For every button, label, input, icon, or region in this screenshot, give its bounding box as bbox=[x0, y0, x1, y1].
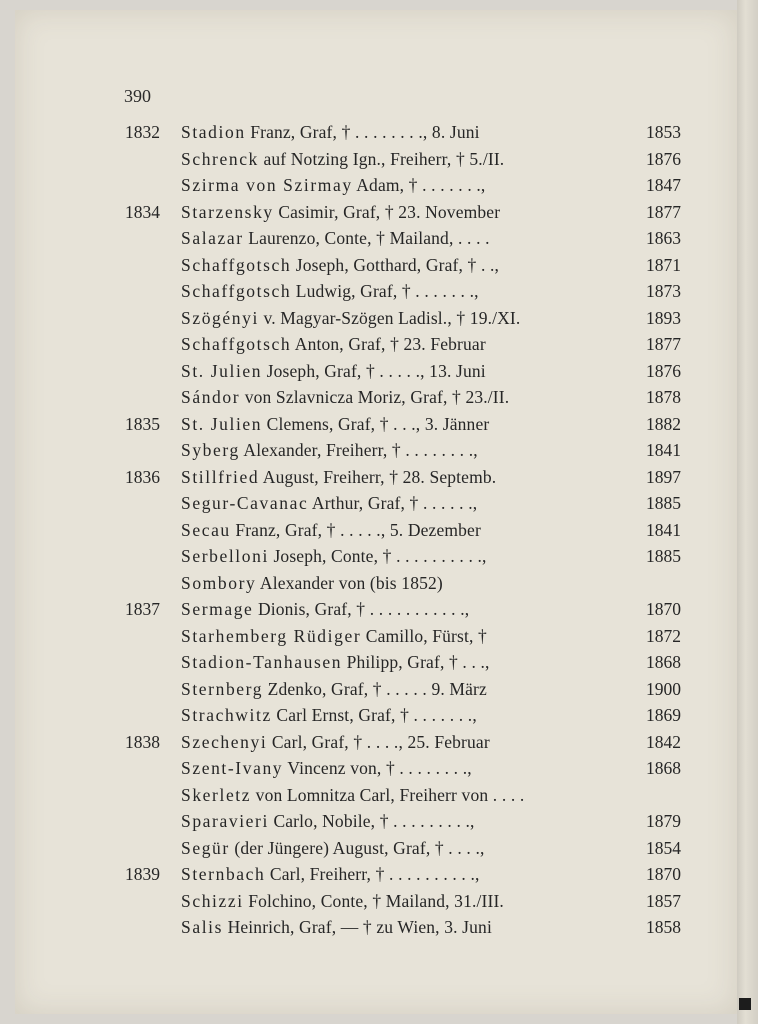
entry-row bbox=[0, 440, 758, 466]
entry-end-year: 1879 bbox=[646, 811, 681, 831]
entry-row bbox=[0, 758, 758, 784]
entry-name: Szögényi bbox=[181, 307, 259, 328]
entry-details: Philipp, Graf, † . . ., bbox=[342, 652, 490, 672]
entry-details: auf Notzing Ign., Freiherr, † 5./II. bbox=[258, 148, 505, 169]
entry-details: Joseph, Graf, † . . . . ., 13. Juni bbox=[262, 360, 486, 381]
entry-row bbox=[0, 679, 758, 705]
entry-name: St. Julien bbox=[181, 360, 263, 381]
entry-name: Sternbach bbox=[181, 864, 266, 884]
entry-details: Carl Ernst, Graf, † . . . . . . ., bbox=[271, 705, 477, 725]
entry-details: Joseph, Gotthard, Graf, † . ., bbox=[291, 254, 500, 275]
entry-row bbox=[0, 838, 758, 864]
entry-end-year: 1876 bbox=[646, 360, 681, 381]
entry-row bbox=[0, 467, 758, 493]
entry-details: Clemens, Graf, † . . ., 3. Jänner bbox=[262, 413, 490, 434]
entry-details: Laurenzo, Conte, † Mailand, . . . . bbox=[243, 228, 490, 248]
entry-text bbox=[181, 387, 680, 408]
entry-name: Salazar bbox=[181, 228, 244, 248]
entry-text bbox=[181, 838, 680, 859]
entry-text bbox=[181, 891, 680, 912]
entry-name: Serbelloni bbox=[181, 546, 269, 566]
entry-text bbox=[181, 361, 680, 382]
entry-details: Adam, † . . . . . . ., bbox=[352, 175, 486, 195]
entry-row bbox=[0, 493, 758, 519]
entry-text bbox=[181, 281, 680, 302]
entry-name: Starhemberg Rüdiger bbox=[181, 625, 362, 646]
entry-text bbox=[181, 308, 680, 329]
entry-row bbox=[0, 202, 758, 228]
entry-text bbox=[181, 493, 680, 514]
entry-row bbox=[0, 308, 758, 334]
entry-text bbox=[181, 652, 680, 673]
entry-row bbox=[0, 705, 758, 731]
entry-name: St. Julien bbox=[181, 413, 263, 434]
entry-row bbox=[0, 891, 758, 917]
entry-end-year: 1877 bbox=[646, 201, 681, 222]
entry-row bbox=[0, 387, 758, 413]
entry-details: Zdenko, Graf, † . . . . . 9. März bbox=[263, 678, 487, 699]
entry-year: 1835 bbox=[125, 413, 160, 434]
entry-row bbox=[0, 864, 758, 890]
entry-end-year: 1882 bbox=[646, 413, 681, 434]
entry-name: Sternberg bbox=[181, 678, 264, 699]
entry-details: Dionis, Graf, † . . . . . . . . . . ., bbox=[253, 599, 470, 619]
entry-name: Sombory bbox=[181, 572, 257, 593]
entry-name: Stadion-Tanhausen bbox=[181, 652, 343, 672]
entry-text bbox=[181, 599, 680, 620]
entry-details: Carlo, Nobile, † . . . . . . . . ., bbox=[268, 811, 475, 831]
entry-end-year: 1858 bbox=[646, 917, 681, 937]
entry-text bbox=[181, 414, 680, 435]
entry-details: August, Freiherr, † 28. Septemb. bbox=[259, 466, 497, 487]
entry-year: 1839 bbox=[125, 864, 160, 884]
entry-details: Carl, Freiherr, † . . . . . . . . . ., bbox=[265, 864, 480, 884]
entry-name: Strachwitz bbox=[181, 705, 272, 725]
entry-end-year: 1841 bbox=[646, 440, 681, 460]
entry-row bbox=[0, 652, 758, 678]
entry-details: v. Magyar-Szögen Ladisl., † 19./XI. bbox=[258, 307, 521, 328]
entry-name: Skerletz bbox=[181, 784, 252, 805]
entry-year: 1838 bbox=[125, 731, 160, 752]
entry-end-year: 1885 bbox=[646, 546, 681, 566]
entry-text bbox=[181, 732, 680, 753]
page-number: 390 bbox=[124, 86, 151, 106]
entry-text bbox=[181, 520, 680, 541]
entry-details: Folchino, Conte, † Mailand, 31./III. bbox=[243, 890, 504, 911]
entry-end-year: 1870 bbox=[646, 864, 681, 884]
entry-year: 1834 bbox=[125, 201, 160, 222]
entry-end-year: 1893 bbox=[646, 307, 681, 328]
entry-row bbox=[0, 122, 758, 148]
entry-year: 1836 bbox=[125, 466, 160, 487]
entry-details: Alexander von (bis 1852) bbox=[256, 572, 443, 593]
entry-end-year: 1868 bbox=[646, 758, 681, 778]
entry-name: Segur-Cavanac bbox=[181, 493, 309, 513]
entry-row bbox=[0, 917, 758, 943]
entry-name: Segür bbox=[181, 837, 230, 858]
entry-text bbox=[181, 228, 680, 249]
entry-end-year: 1870 bbox=[646, 599, 681, 619]
entry-row bbox=[0, 626, 758, 652]
entry-details: Alexander, Freiherr, † . . . . . . . ., bbox=[239, 440, 478, 460]
entry-details: Camillo, Fürst, † bbox=[361, 625, 487, 646]
entry-end-year: 1871 bbox=[646, 254, 681, 275]
entry-name: Szechenyi bbox=[181, 731, 268, 752]
entry-row bbox=[0, 573, 758, 599]
entry-end-year: 1878 bbox=[646, 387, 681, 407]
entry-text bbox=[181, 705, 680, 726]
entry-end-year: 1900 bbox=[646, 678, 681, 699]
entry-text bbox=[181, 202, 680, 223]
entry-name: Stadion bbox=[181, 122, 246, 142]
entry-name: Secau bbox=[181, 519, 231, 540]
entry-text bbox=[181, 785, 680, 806]
entry-details: Ludwig, Graf, † . . . . . . ., bbox=[291, 281, 479, 301]
entry-row bbox=[0, 414, 758, 440]
entry-end-year: 1847 bbox=[646, 175, 681, 195]
entry-text bbox=[181, 122, 680, 143]
entry-details: Casimir, Graf, † 23. November bbox=[273, 201, 501, 222]
entry-row bbox=[0, 334, 758, 360]
entry-name: Szirma von Szirmay bbox=[181, 175, 353, 195]
entry-details: (der Jüngere) August, Graf, † . . . ., bbox=[229, 837, 485, 858]
entry-end-year: 1885 bbox=[646, 493, 681, 513]
entry-details: Joseph, Conte, † . . . . . . . . . ., bbox=[268, 546, 487, 566]
entry-name: Sándor bbox=[181, 387, 241, 407]
entry-details: von Szlavnicza Moriz, Graf, † 23./II. bbox=[240, 387, 510, 407]
entry-text bbox=[181, 546, 680, 567]
entry-details: Anton, Graf, † 23. Februar bbox=[291, 334, 486, 354]
entry-text bbox=[181, 440, 680, 461]
entry-details: Heinrich, Graf, — † zu Wien, 3. Juni bbox=[223, 917, 492, 937]
entry-details: Franz, Graf, † . . . . ., 5. Dezember bbox=[230, 519, 481, 540]
entry-name: Schrenck bbox=[181, 148, 259, 169]
entry-end-year: 1854 bbox=[646, 837, 681, 858]
entry-details: Franz, Graf, † . . . . . . . ., 8. Juni bbox=[245, 122, 480, 142]
entry-row bbox=[0, 811, 758, 837]
entry-text bbox=[181, 679, 680, 700]
entry-details: Vincenz von, † . . . . . . . ., bbox=[283, 758, 472, 778]
entry-row bbox=[0, 361, 758, 387]
entry-year: 1832 bbox=[125, 122, 160, 142]
entry-row bbox=[0, 175, 758, 201]
entry-text bbox=[181, 149, 680, 170]
entry-row bbox=[0, 281, 758, 307]
entry-name: Sermage bbox=[181, 599, 254, 619]
entry-name: Schaffgotsch bbox=[181, 254, 292, 275]
entry-name: Schaffgotsch bbox=[181, 281, 292, 301]
entry-text bbox=[181, 573, 680, 594]
entry-end-year: 1876 bbox=[646, 148, 681, 169]
entry-name: Szent-Ivany bbox=[181, 758, 284, 778]
entry-text bbox=[181, 811, 680, 832]
entry-text bbox=[181, 255, 680, 276]
entry-text bbox=[181, 334, 680, 355]
entry-row bbox=[0, 599, 758, 625]
entry-details: Arthur, Graf, † . . . . . ., bbox=[308, 493, 478, 513]
entry-end-year: 1869 bbox=[646, 705, 681, 725]
entry-text bbox=[181, 864, 680, 885]
entry-name: Sparavieri bbox=[181, 811, 269, 831]
entry-end-year: 1868 bbox=[646, 652, 681, 672]
entry-year: 1837 bbox=[125, 599, 160, 619]
entry-end-year: 1863 bbox=[646, 228, 681, 248]
entry-end-year: 1873 bbox=[646, 281, 681, 301]
entry-row bbox=[0, 149, 758, 175]
entry-end-year: 1877 bbox=[646, 334, 681, 354]
entry-details: Carl, Graf, † . . . ., 25. Februar bbox=[267, 731, 490, 752]
entry-name: Schizzi bbox=[181, 890, 244, 911]
entry-row bbox=[0, 228, 758, 254]
entry-row bbox=[0, 732, 758, 758]
entry-text bbox=[181, 467, 680, 488]
entry-end-year: 1897 bbox=[646, 466, 681, 487]
entry-end-year: 1872 bbox=[646, 625, 681, 646]
entry-text bbox=[181, 175, 680, 196]
entry-name: Stillfried bbox=[181, 466, 260, 487]
entry-name: Salis bbox=[181, 917, 224, 937]
entry-text bbox=[181, 758, 680, 779]
entry-name: Syberg bbox=[181, 440, 240, 460]
entry-text bbox=[181, 626, 680, 647]
entry-end-year: 1841 bbox=[646, 519, 681, 540]
entry-end-year: 1853 bbox=[646, 122, 681, 142]
entry-row bbox=[0, 546, 758, 572]
entry-end-year: 1842 bbox=[646, 731, 681, 752]
entry-name: Schaffgotsch bbox=[181, 334, 292, 354]
entry-row bbox=[0, 785, 758, 811]
entry-name: Starzensky bbox=[181, 201, 274, 222]
entry-text bbox=[181, 917, 680, 938]
entry-end-year: 1857 bbox=[646, 890, 681, 911]
entry-row bbox=[0, 255, 758, 281]
entry-row bbox=[0, 520, 758, 546]
entry-details: von Lomnitza Carl, Freiherr von . . . . bbox=[251, 784, 525, 805]
